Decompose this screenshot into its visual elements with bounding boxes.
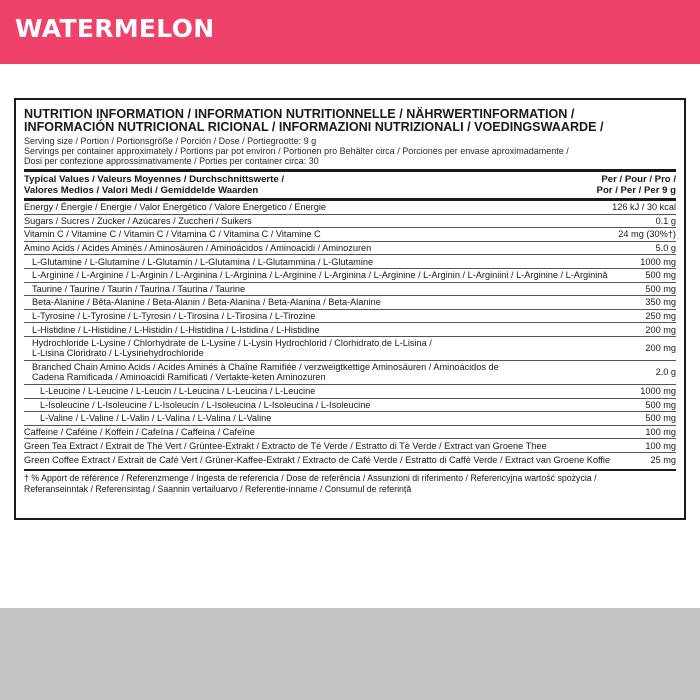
row-l-glutamine (24, 255, 676, 269)
row-value: 5.0 g (655, 243, 676, 254)
row-green-tea-extract (24, 439, 676, 453)
row-l-lysine (24, 337, 676, 361)
row-l-arginine (24, 269, 676, 283)
row-value: 25 mg (650, 454, 676, 465)
footnote-line-2: Referanseinntak / Referensintag / Saannin vertailuarvo / Referentie-inname / Consumul de referință (24, 483, 412, 494)
row-value: 100 mg (645, 440, 676, 451)
row-energy (24, 201, 676, 215)
row-value: 500 mg (645, 270, 676, 281)
row-value: 126 kJ / 30 kcal (612, 202, 676, 213)
row-label: Sugars / Sucres / Zucker / Azúcares / Zuccheri / Suikers (24, 215, 252, 226)
nutrient-table (24, 201, 676, 467)
row-vitamin-c (24, 228, 676, 242)
typical-values-line-2: Valores Medios / Valori Medi / Gemiddelde Waarden (24, 184, 259, 196)
typical-values-label (24, 175, 284, 196)
bottom-band (0, 608, 700, 700)
servings-per-container-line-1: Servings per container approximately / Portions par pot environ / Portionen pro Behälter circa / Porciones per envase aproximadamente / (24, 146, 569, 156)
row-value: 24 mg (30%†) (618, 229, 676, 240)
row-label: L-Tyrosine / L-Tyrosine / L-Tyrosin / L-Tirosina / L-Tirosina / L-Tirozine (32, 311, 316, 322)
footnote (24, 471, 676, 495)
row-label (24, 338, 432, 358)
row-value: 200 mg (645, 343, 676, 354)
nutrition-panel (14, 98, 686, 520)
footnote-line-1: † % Apport de référence / Referenzmenge / Ingesta de referencia / Dose de referência / Assunzioni di riferimento / Referencyjna wartość spożycia / (24, 472, 597, 483)
row-label: L-Arginine / L-Arginine / L-Arginin / L-Arginina / L-Arginina / L-Arginine / L-Arginina / L-Arginine / L-Arginin / L-Arginiini / L-Arginine / L-Arginină (32, 270, 608, 281)
row-label: Beta-Alanine / Bêta-Alanine / Beta-Alanin / Beta-Alanina / Beta-Alanina / Beta-Alanine (32, 297, 381, 308)
row-value: 200 mg (645, 324, 676, 335)
row-value: 1000 mg (640, 256, 676, 267)
typical-values-header (24, 172, 676, 198)
row-label-line-1: Hydrochloride L-Lysine / Chlorhydrate de L-Lysine / L-Lysin Hydrochlorid / Clorhidrato de L-Lisina / (32, 338, 432, 349)
typical-values-line-1: Typical Values / Valeurs Moyennes / Durchschnittswerte / (24, 174, 285, 185)
per-serving-label (597, 175, 676, 196)
row-amino-acids (24, 242, 676, 256)
row-label: L-Histidine / L-Histidine / L-Histidin / L-Histidina / L-Istidina / L-Histidine (32, 324, 320, 335)
row-label: Caffeine / Caféine / Koffein / Cafeína / Caffeina / Cafeïne (24, 427, 255, 438)
row-beta-alanine (24, 296, 676, 310)
row-value: 2.0 g (655, 367, 676, 378)
row-green-coffee-extract (24, 453, 676, 467)
per-serving-line-2: Por / Per / Per 9 g (596, 184, 676, 196)
row-label-line-2: L-Lisina Cloridrato / L-Lysinehydrochloride (32, 348, 204, 359)
row-l-isoleucine (24, 399, 676, 413)
row-sugars (24, 215, 676, 229)
row-label: Vitamin C / Vitamine C / Vitamin C / Vitamina C / Vitamina C / Vitamine C (24, 229, 321, 240)
row-label: Amino Acids / Acides Aminés / Aminosäuren / Aminoácidos / Aminoacidi / Aminozuren (24, 243, 372, 254)
serving-size-line: Serving size / Portion / Portionsgröße / Porción / Dose / Portiegrootte: 9 g (24, 136, 317, 146)
row-value: 500 mg (645, 399, 676, 410)
row-value: 350 mg (645, 297, 676, 308)
row-value: 500 mg (645, 413, 676, 424)
row-taurine (24, 283, 676, 297)
row-label: L-Valine / L-Valine / L-Valin / L-Valina / L-Valina / L-Valine (40, 413, 272, 424)
flavor-banner (0, 0, 700, 64)
row-l-tyrosine (24, 310, 676, 324)
row-l-valine (24, 412, 676, 426)
per-serving-line-1: Per / Pour / Pro / (601, 174, 676, 185)
row-label: Taurine / Taurine / Taurin / Taurina / Taurina / Taurine (32, 283, 246, 294)
row-label: Energy / Énergie / Energie / Valor Energético / Valore Energetico / Energie (24, 202, 326, 213)
row-value: 1000 mg (640, 386, 676, 397)
panel-header (24, 100, 676, 166)
row-label: Green Coffee Extract / Extrait de Café Vert / Grüner-Kaffee-Extrakt / Extracto de Café Verde / Estratto di Caffè Verde / Extract van Groene Koffie (24, 454, 611, 465)
row-label-line-2: Cadena Ramificada / Aminoacidi Ramificati / Vertakte-keten Aminozuren (32, 372, 326, 383)
servings-per-container-line-2: Dosi per confezione approssimativamente / Porties per container circa: 30 (24, 156, 319, 166)
row-label: L-Glutamine / L-Glutamine / L-Glutamin / L-Glutamina / L-Glutammina / L-Glutamine (32, 256, 374, 267)
row-value: 250 mg (645, 311, 676, 322)
row-label: L-Leucine / L-Leucine / L-Leucin / L-Leucina / L-Leucina / L-Leucine (40, 386, 316, 397)
row-caffeine (24, 426, 676, 440)
row-label: Green Tea Extract / Extrait de Thé Vert / Grüntee-Extrakt / Extracto de Té Verde / Estratto di Tè Verde / Extract van Groene Thee (24, 440, 547, 451)
row-label-line-1: Branched Chain Amino Acids / Acides Aminés à Chaîne Ramifiée / verzweigtkettige Aminosäuren / Aminoácidos de (32, 362, 499, 373)
row-label: L-Isoleucine / L-Isoleucine / L-Isoleucin / L-Isoleucina / L-Isoleucina / L-Isoleucine (40, 399, 371, 410)
row-value: 500 mg (645, 283, 676, 294)
row-label (24, 362, 499, 382)
row-value: 100 mg (645, 427, 676, 438)
panel-title-line-1: NUTRITION INFORMATION / INFORMATION NUTRITIONNELLE / NÄHRWERTINFORMATION / (24, 107, 575, 121)
flavor-title: WATERMELON (15, 14, 215, 43)
panel-title-line-2: INFORMACIÓN NUTRICIONAL RICIONAL / INFORMAZIONI NUTRIZIONALI / VOEDINGSWAARDE / (24, 120, 604, 134)
row-value: 0.1 g (655, 215, 676, 226)
row-l-leucine (24, 385, 676, 399)
row-l-histidine (24, 323, 676, 337)
row-bcaa (24, 361, 676, 385)
